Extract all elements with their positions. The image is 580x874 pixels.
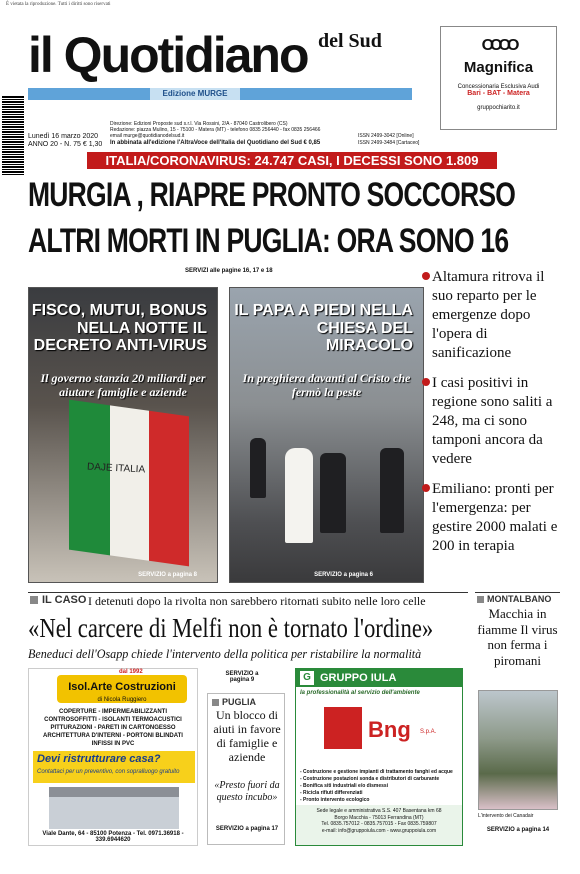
italian-flag-image bbox=[69, 400, 189, 567]
section-square-icon bbox=[30, 596, 38, 604]
issue-date: Lunedì 16 marzo 2020 bbox=[28, 133, 99, 140]
bullet-dot-icon bbox=[422, 484, 430, 492]
ad-line: PITTURAZIONI - PARETI IN CARTONGESSO bbox=[50, 725, 176, 731]
ad-callout: Devi ristrutturare casa? bbox=[37, 753, 161, 765]
ad-callout-sub: Contattaci per un preventivo, con sopralluogo gratuito bbox=[37, 769, 180, 775]
photo-caption: L'intervento dei Canadair bbox=[478, 813, 534, 819]
servizi-reference: SERVIZI alle pagine 16, 17 e 18 bbox=[185, 268, 273, 274]
caso-subheadline: Beneduci dell'Osapp chiede l'intervento della politica per ristabilire la normalità bbox=[28, 646, 422, 661]
ad-contact-line: Tel. 0835.757012 - 0835.757015 - Fax 0835.759807 bbox=[321, 821, 437, 827]
ad-link[interactable]: gruppochiarito.it bbox=[477, 105, 520, 111]
section-square-icon bbox=[212, 699, 219, 706]
photo-subheadline: In preghiera davanti al Cristo che fermò la peste bbox=[242, 371, 411, 399]
bullet-dot-icon bbox=[422, 272, 430, 280]
audi-rings-logo: OOOO bbox=[481, 37, 516, 54]
servizio-reference: SERVIZIO a pagina 14 bbox=[486, 827, 550, 833]
bullet-dot-icon bbox=[422, 378, 430, 386]
person-figure bbox=[320, 453, 346, 533]
section-label: MONTALBANO bbox=[487, 594, 552, 604]
photo-pope-story[interactable] bbox=[229, 287, 424, 583]
isolarte-logo bbox=[57, 675, 187, 703]
main-headline-line1[interactable]: MURGIA , RIAPRE PRONTO SOCCORSO bbox=[28, 176, 516, 214]
photo-subheadline: Il governo stanzia 20 miliardi per aiutare famiglie e aziende bbox=[40, 371, 206, 399]
caso-lead: I detenuti dopo la rivolta non sarebbero ritornati subito nelle loro celle bbox=[88, 594, 426, 608]
ad-since: dal 1992 bbox=[119, 669, 143, 675]
ad-tagline: la professionalità al servizio dell'ambiente bbox=[300, 690, 420, 696]
masthead-subtitle: del Sud bbox=[318, 30, 382, 52]
ad-line: ARCHITETTURA D'INTERNI - PORTONI BLINDATI bbox=[43, 733, 183, 739]
coronavirus-banner[interactable]: ITALIA/CORONAVIRUS: 24.747 CASI, I DECESSI SONO 1.809 bbox=[87, 152, 497, 169]
bullet-text: Altamura ritrova il suo reparto per le emergenze dopo l'opera di sanificazione bbox=[432, 269, 545, 362]
ad-service: - Costruzione e gestione impianti di trattamento fanghi ed acque bbox=[300, 769, 453, 775]
bullet-text: Emiliano: pronti per l'emergenza: per gestire 2000 malati e 200 in terapia bbox=[432, 481, 558, 555]
divider bbox=[475, 592, 560, 593]
isolarte-ad[interactable] bbox=[28, 668, 198, 846]
ad-line: Concessionaria Esclusiva Audi bbox=[457, 84, 540, 90]
montalbano-headline[interactable]: Macchia in fiamme Il virus non ferma i piromani bbox=[477, 606, 558, 668]
puglia-headline: Un blocco di aiuti in favore di famiglie e aziende bbox=[213, 708, 281, 765]
bullet-text: I casi positivi in regione sono saliti a 248, ma ci sono tamponi ancora da vedere bbox=[432, 375, 553, 468]
photo-caption: SERVIZIO a pagina 8 bbox=[138, 572, 197, 578]
barcode bbox=[2, 95, 24, 175]
publisher-info: Direzione: Edizioni Proposte sud s.r.l. Via Rossini, 2/A - 87040 Castrolibero (CS) bbox=[110, 121, 288, 127]
servizio-reference: SERVIZIO a pagina 9 bbox=[225, 671, 259, 683]
logo-subtext: di Nicola Ruggiero bbox=[97, 697, 147, 703]
bullet-story[interactable] bbox=[432, 374, 562, 469]
ad-line: Bari - BAT - Matera bbox=[467, 90, 530, 97]
ad-service: - Ricicla rifiuti differenziati bbox=[300, 790, 363, 796]
ad-contact-line: Sede legale e amministrativa S.S. 407 Basentana km 68 bbox=[316, 808, 442, 814]
ad-service: - Costruzione postazioni sonda e distributori di carburante bbox=[300, 776, 440, 782]
bng-name: Bng bbox=[368, 717, 411, 742]
issn-online: ISSN 2499-3042 [Online] bbox=[358, 133, 414, 139]
ad-contacts bbox=[296, 805, 462, 845]
ad-service: - Pronto intervento ecologico bbox=[300, 797, 370, 803]
servizio-reference: SERVIZIO a pagina 17 bbox=[215, 826, 279, 832]
photo-headline: FISCO, MUTUI, BONUS NELLA NOTTE IL DECRETO ANTI-VIRUS bbox=[31, 302, 207, 355]
person-figure bbox=[250, 438, 266, 498]
main-headline-line2[interactable]: ALTRI MORTI IN PUGLIA: ORA SONO 16 bbox=[28, 222, 509, 260]
iula-logo-icon: G bbox=[300, 671, 314, 685]
photo-caption: SERVIZIO a pagina 6 bbox=[314, 572, 373, 578]
section-label: IL CASO bbox=[42, 594, 87, 606]
bng-logo-icon bbox=[324, 707, 362, 749]
bng-spa: S.p.A. bbox=[420, 729, 437, 735]
ad-service: - Bonifica siti industriali e/o dismessi bbox=[300, 783, 389, 789]
ad-line: COPERTURE - IMPERMEABILIZZANTI bbox=[59, 709, 167, 715]
section-label: PUGLIA bbox=[222, 697, 257, 707]
puglia-story[interactable] bbox=[207, 693, 285, 845]
edition-label: Edizione MURGE bbox=[150, 88, 240, 100]
ad-contact-line: Borgo Macchia - 75013 Ferrandina (MT) bbox=[334, 814, 424, 821]
canadair-photo[interactable] bbox=[478, 690, 558, 810]
issue-number: ANNO 20 - N. 75 € 1,30 bbox=[28, 141, 103, 148]
flag-text: DAJE ITALIA bbox=[86, 461, 146, 476]
divider bbox=[28, 592, 468, 593]
photo-flag-story[interactable] bbox=[28, 287, 218, 583]
bundle-info: In abbinata all'edizione l'AltraVoce dell'Italia del Quotidiano del Sud € 0,85 bbox=[110, 140, 321, 146]
pope-figure bbox=[285, 448, 313, 543]
ad-line: CONTROSOFFITTI - ISOLANTI TERMOACUSTICI bbox=[44, 717, 182, 723]
gruppo-iula-ad[interactable] bbox=[295, 668, 463, 846]
copyright-note: È vietata la riproduzione. Tutti i diritti sono riservati bbox=[6, 2, 111, 7]
house-roof bbox=[49, 787, 179, 797]
person-figure bbox=[380, 448, 404, 533]
caso-headline[interactable]: «Nel carcere di Melfi non è tornato l'ordine» bbox=[28, 613, 434, 643]
editorial-info: Redazione: piazza Mulino, 15 - 75100 - Matera (MT) - telefono 0835 256440 - fax 0835 256466 bbox=[110, 127, 321, 133]
photo-headline: IL PAPA A PIEDI NELLA CHIESA DEL MIRACOLO bbox=[234, 302, 413, 355]
email-info: email murge@quotidianodelsud.it bbox=[110, 133, 185, 139]
ad-address: Viale Dante, 64 - 85100 Potenza - Tel. 0971.36918 - 339.6944620 bbox=[42, 831, 184, 843]
ad-contact-line: e-mail: info@gruppoiula.com - www.gruppoiula.com bbox=[321, 827, 437, 834]
audi-ad[interactable] bbox=[440, 26, 557, 130]
ad-line: INFISSI IN PVC bbox=[91, 741, 135, 747]
ad-brand: Magnifica bbox=[463, 59, 534, 76]
bullet-story[interactable] bbox=[432, 268, 562, 363]
masthead-title: il Quotidiano bbox=[28, 27, 308, 83]
puglia-quote: «Presto fuori da questo incubo» bbox=[214, 780, 280, 803]
bullet-story[interactable] bbox=[432, 480, 562, 556]
section-square-icon bbox=[477, 596, 484, 603]
ad-header: GRUPPO IULA bbox=[296, 669, 462, 687]
logo-text: Isol.Arte Costruzioni bbox=[68, 681, 176, 693]
issn-print: ISSN 2499-3484 [Cartaceo] bbox=[358, 140, 420, 146]
